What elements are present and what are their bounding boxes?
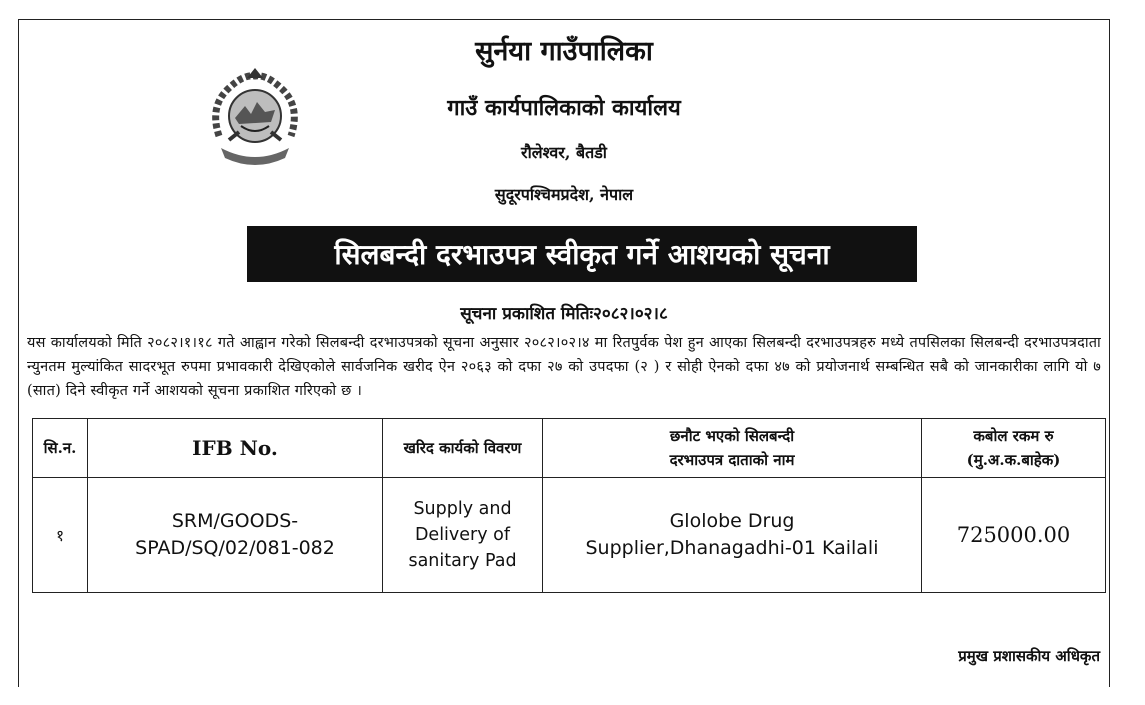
notice-title: सिलबन्दी दरभाउपत्र स्वीकृत गर्ने आशयको सूचना bbox=[334, 238, 830, 271]
header-serial-number: सि.न. bbox=[33, 419, 88, 478]
row-bid-amount: 725000.00 bbox=[922, 478, 1106, 593]
office-address: रौलेश्वर, बैतडी bbox=[521, 143, 607, 162]
header-ifb-number: IFB No. bbox=[88, 419, 383, 478]
table-row bbox=[33, 478, 1106, 593]
municipality-name: सुर्नया गाउँपालिका bbox=[475, 36, 653, 67]
header-bidder-line2: दरभाउपत्र दाताको नाम bbox=[669, 451, 795, 469]
header-amount-line1: कबोल रकम रु bbox=[973, 427, 1054, 445]
header-amount-line2: (मु.अ.क.बाहेक) bbox=[966, 451, 1061, 469]
row-bidder-name bbox=[543, 478, 922, 593]
award-table bbox=[32, 418, 1106, 593]
row-bidder-line1: Glolobe Drug bbox=[669, 510, 795, 532]
province-name: सुदूरपश्चिमप्रदेश, नेपाल bbox=[494, 185, 634, 204]
row-ifb-number bbox=[88, 478, 383, 593]
row-bidder-line2: Supplier,Dhanagadhi-01 Kailali bbox=[585, 537, 879, 559]
row-serial-number: १ bbox=[33, 478, 88, 593]
notice-title-banner bbox=[247, 226, 917, 282]
office-name: गाउँ कार्यपालिकाको कार्यालय bbox=[447, 95, 681, 121]
row-desc-line1: Supply and bbox=[413, 499, 512, 519]
row-ifb-line1: SRM/GOODS- bbox=[171, 510, 299, 532]
header-work-description: खरिद कार्यको विवरण bbox=[383, 419, 543, 478]
publication-date: सूचना प्रकाशित मितिः२०८२।०२।८ bbox=[460, 304, 668, 324]
notice-body: यस कार्यालयको मिति २०८२।१।१८ गते आह्वान गरेको सिलबन्दी दरभाउपत्रको सूचना अनुसार २०८२।०२।४ मा रितपुर्वक पेश हुन आएका सिलबन्दी दरभाउपत्रहरु मध्ये तपसिलका सिलबन्दी दरभाउपत्रदाता न्युनतम मुल्यांकित सादरभूत रुपमा प्रभावकारी देखिएकोले सार्वजनिक खरीद ऐन २०६३ को दफा २७ को उपदफा (२ ) र सोही ऐनको दफा ४७ को प्रयोजनार्थ सम्बन्धित सबै को जानकारीका लागि यो ७ (सात) दिने स्वीकृत गर्ने आशयको सूचना प्रकाशित गरिएको छ । bbox=[27, 335, 1101, 399]
header-bid-amount bbox=[922, 419, 1106, 478]
row-work-description bbox=[383, 478, 543, 593]
header-bidder-line1: छनौट भएको सिलबन्दी bbox=[669, 427, 795, 445]
row-desc-line2: Delivery of bbox=[414, 525, 511, 545]
row-desc-line3: sanitary Pad bbox=[408, 551, 517, 571]
row-ifb-line2: SPAD/SQ/02/081-082 bbox=[135, 537, 335, 559]
signature-title: प्रमुख प्रशासकीय अधिकृत bbox=[958, 647, 1100, 665]
header-bidder-name bbox=[543, 419, 922, 478]
table-header-row bbox=[33, 419, 1106, 478]
